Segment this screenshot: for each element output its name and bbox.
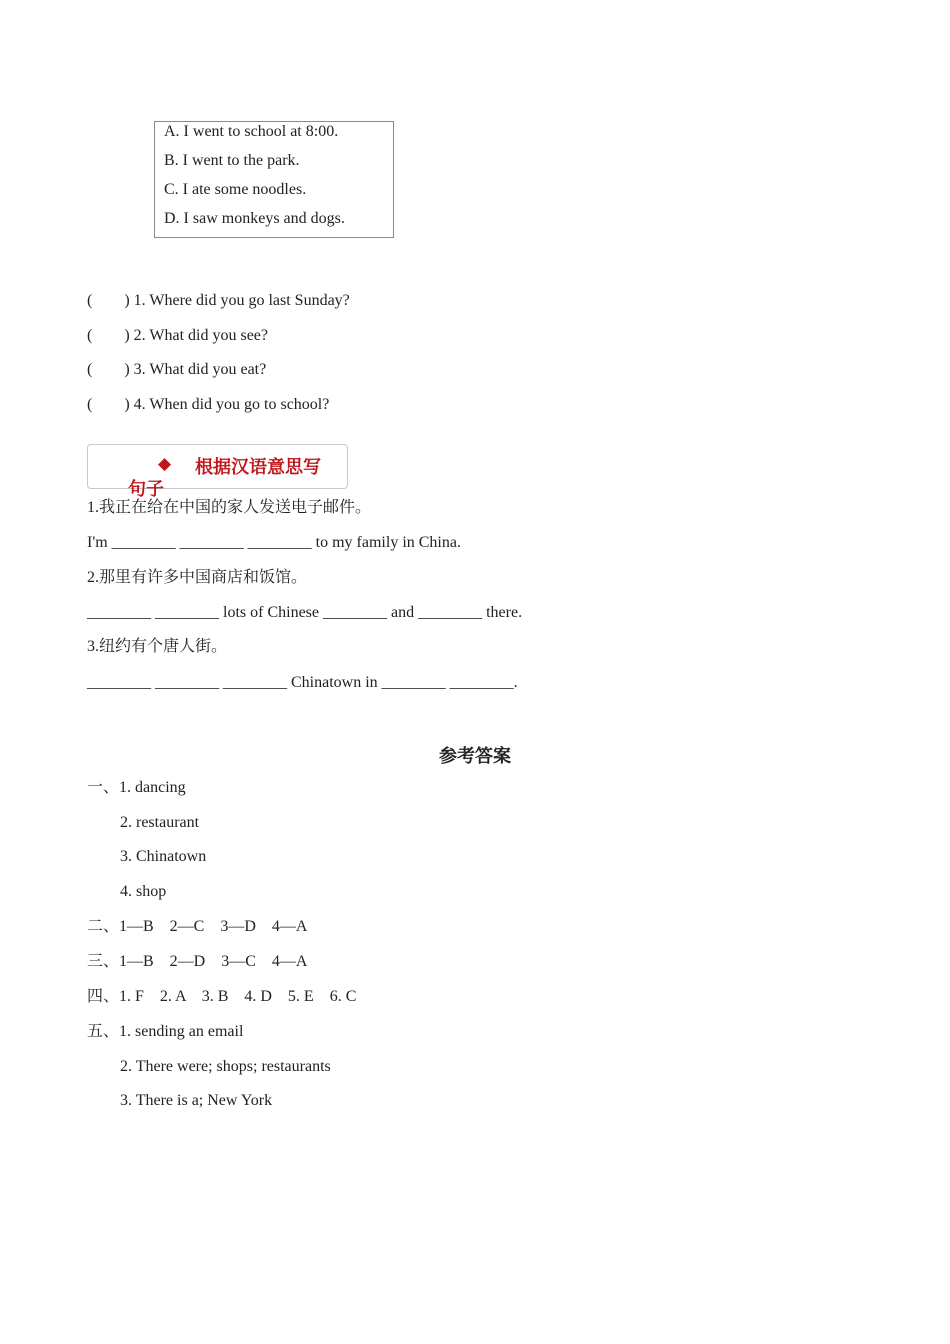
translation-answer-line-2: ________ ________ lots of Chinese ________ and ________ there.: [87, 604, 523, 621]
matching-question-2: ( ) 2. What did you see?: [87, 327, 268, 344]
answer-line: 2. There were; shops; restaurants: [120, 1058, 331, 1075]
answer-line: 三、1—B 2—D 3—C 4—A: [87, 953, 308, 970]
answer-line: 4. shop: [120, 883, 167, 900]
translation-prompt-3: 3.纽约有个唐人街。: [87, 638, 228, 655]
answer-line: 一、1. dancing: [87, 779, 186, 796]
answer-line: 二、1—B 2—C 3—D 4—A: [87, 918, 308, 935]
answer-line: 五、1. sending an email: [87, 1023, 244, 1040]
translation-prompt-2: 2.那里有许多中国商店和饭馆。: [87, 569, 308, 586]
option-d: D. I saw monkeys and dogs.: [164, 210, 345, 227]
answer-line: 3. Chinatown: [120, 848, 207, 865]
diamond-icon: ◆: [158, 454, 172, 474]
translation-answer-line-3: ________ ________ ________ Chinatown in ________ ________.: [87, 674, 518, 691]
option-c: C. I ate some noodles.: [164, 181, 307, 198]
options-box: [154, 121, 394, 238]
translation-prompt-1: 1.我正在给在中国的家人发送电子邮件。: [87, 499, 372, 516]
translation-answer-line-1: I'm ________ ________ ________ to my family in China.: [87, 534, 461, 551]
answer-line: 四、1. F 2. A 3. B 4. D 5. E 6. C: [87, 988, 357, 1005]
option-a: A. I went to school at 8:00.: [164, 123, 339, 140]
answer-line: 2. restaurant: [120, 814, 200, 831]
section-title: 根据汉语意思写: [195, 457, 321, 478]
matching-question-3: ( ) 3. What did you eat?: [87, 361, 267, 378]
answers-title: 参考答案: [439, 746, 511, 767]
matching-question-1: ( ) 1. Where did you go last Sunday?: [87, 292, 350, 309]
section-heading: [87, 444, 348, 500]
answer-line: 3. There is a; New York: [120, 1092, 273, 1109]
section-title-cont: 句子: [128, 479, 164, 500]
option-b: B. I went to the park.: [164, 152, 300, 169]
matching-question-4: ( ) 4. When did you go to school?: [87, 396, 330, 413]
